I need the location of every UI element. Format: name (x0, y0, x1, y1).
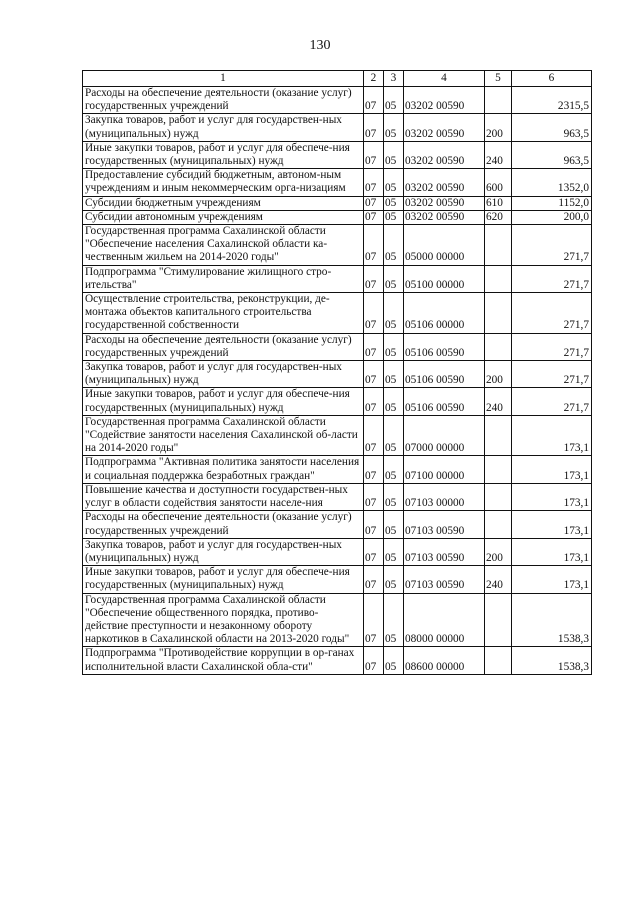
row-name: Государственная программа Сахалинской области "Содействие занятости населения Сахалинской об-ласти на 2014-2020 годы" (83, 415, 364, 456)
row-rz: 07 (364, 210, 384, 224)
row-vr (485, 593, 512, 647)
table-row (83, 593, 592, 647)
row-name: Субсидии автономным учреждениям (83, 210, 364, 224)
row-pr: 05 (384, 456, 404, 483)
row-pr: 05 (384, 566, 404, 593)
row-csr: 03202 00590 (404, 196, 485, 210)
row-csr: 08600 00000 (404, 647, 485, 674)
row-vr (485, 87, 512, 114)
row-rz: 07 (364, 511, 384, 538)
row-sum: 173,1 (512, 415, 592, 456)
row-csr: 03202 00590 (404, 141, 485, 168)
row-name: Закупка товаров, работ и услуг для государствен-ных (муниципальных) нужд (83, 538, 364, 565)
row-pr: 05 (384, 538, 404, 565)
table-row (83, 169, 592, 196)
row-csr: 07103 00590 (404, 538, 485, 565)
row-sum: 1538,3 (512, 593, 592, 647)
row-sum: 271,7 (512, 265, 592, 292)
table-body (83, 87, 592, 675)
row-name: Иные закупки товаров, работ и услуг для обеспече-ния государственных (муниципальных) нужд (83, 566, 364, 593)
row-vr (485, 415, 512, 456)
row-vr (485, 511, 512, 538)
header-col-2: 2 (364, 71, 384, 87)
row-vr: 600 (485, 169, 512, 196)
row-pr: 05 (384, 210, 404, 224)
row-csr: 05106 00590 (404, 361, 485, 388)
table-row (83, 265, 592, 292)
row-rz: 07 (364, 293, 384, 334)
row-sum: 1152,0 (512, 196, 592, 210)
row-vr (485, 225, 512, 266)
row-name: Осуществление строительства, реконструкции, де-монтажа объектов капитального строительства государственной собственности (83, 293, 364, 334)
row-csr: 07103 00000 (404, 483, 485, 510)
row-vr: 240 (485, 388, 512, 415)
row-sum: 173,1 (512, 538, 592, 565)
row-name: Подпрограмма "Противодействие коррупции в ор-ганах исполнительной власти Сахалинской обла-сти" (83, 647, 364, 674)
row-name: Предоставление субсидий бюджетным, автоном-ным учреждениям и иным некоммерческим орга-низациям (83, 169, 364, 196)
row-pr: 05 (384, 169, 404, 196)
row-sum: 271,7 (512, 361, 592, 388)
row-csr: 05106 00590 (404, 388, 485, 415)
row-pr: 05 (384, 415, 404, 456)
row-pr: 05 (384, 483, 404, 510)
row-vr (485, 333, 512, 360)
row-sum: 1538,3 (512, 647, 592, 674)
row-pr: 05 (384, 511, 404, 538)
row-rz: 07 (364, 225, 384, 266)
row-vr (485, 265, 512, 292)
row-sum: 271,7 (512, 225, 592, 266)
row-csr: 07103 00590 (404, 511, 485, 538)
row-vr (485, 456, 512, 483)
row-rz: 07 (364, 265, 384, 292)
table-header (83, 71, 592, 87)
row-rz: 07 (364, 141, 384, 168)
table-row (83, 293, 592, 334)
header-row (83, 71, 592, 87)
row-pr: 05 (384, 87, 404, 114)
row-name: Иные закупки товаров, работ и услуг для обеспече-ния государственных (муниципальных) нужд (83, 388, 364, 415)
header-col-1: 1 (83, 71, 364, 87)
row-sum: 271,7 (512, 388, 592, 415)
row-name: Повышение качества и доступности государствен-ных услуг в области содействия занятости населе-ния (83, 483, 364, 510)
row-name: Расходы на обеспечение деятельности (оказание услуг) государственных учреждений (83, 333, 364, 360)
row-vr: 240 (485, 566, 512, 593)
table-row (83, 87, 592, 114)
row-csr: 03202 00590 (404, 114, 485, 141)
row-csr: 07103 00590 (404, 566, 485, 593)
table-row (83, 456, 592, 483)
header-col-4: 4 (404, 71, 485, 87)
row-csr: 03202 00590 (404, 87, 485, 114)
row-pr: 05 (384, 196, 404, 210)
table-row (83, 415, 592, 456)
row-sum: 2315,5 (512, 87, 592, 114)
row-pr: 05 (384, 361, 404, 388)
row-csr: 03202 00590 (404, 210, 485, 224)
row-sum: 271,7 (512, 333, 592, 360)
row-rz: 07 (364, 361, 384, 388)
row-name: Государственная программа Сахалинской области "Обеспечение населения Сахалинской области ка-чественным жильем на 2014-2020 годы" (83, 225, 364, 266)
row-name: Расходы на обеспечение деятельности (оказание услуг) государственных учреждений (83, 511, 364, 538)
row-csr: 03202 00590 (404, 169, 485, 196)
row-rz: 07 (364, 196, 384, 210)
row-pr: 05 (384, 333, 404, 360)
row-pr: 05 (384, 225, 404, 266)
row-rz: 07 (364, 483, 384, 510)
table-row (83, 225, 592, 266)
row-sum: 173,1 (512, 566, 592, 593)
row-sum: 1352,0 (512, 169, 592, 196)
row-vr: 200 (485, 361, 512, 388)
table-row (83, 114, 592, 141)
row-csr: 07100 00000 (404, 456, 485, 483)
page-number: 130 (309, 38, 331, 53)
row-rz: 07 (364, 538, 384, 565)
row-csr: 05106 00000 (404, 293, 485, 334)
row-vr: 200 (485, 538, 512, 565)
table-row (83, 388, 592, 415)
table-row (83, 647, 592, 674)
row-rz: 07 (364, 647, 384, 674)
row-pr: 05 (384, 114, 404, 141)
row-pr: 05 (384, 293, 404, 334)
row-sum: 271,7 (512, 293, 592, 334)
row-rz: 07 (364, 456, 384, 483)
table-row (83, 333, 592, 360)
row-csr: 05000 00000 (404, 225, 485, 266)
row-rz: 07 (364, 114, 384, 141)
row-sum: 173,1 (512, 456, 592, 483)
row-sum: 963,5 (512, 141, 592, 168)
row-pr: 05 (384, 647, 404, 674)
table-row (83, 483, 592, 510)
row-rz: 07 (364, 593, 384, 647)
table-row (83, 361, 592, 388)
row-vr (485, 647, 512, 674)
row-pr: 05 (384, 388, 404, 415)
header-col-6: 6 (512, 71, 592, 87)
header-col-5: 5 (485, 71, 512, 87)
row-rz: 07 (364, 87, 384, 114)
row-name: Государственная программа Сахалинской области "Обеспечение общественного порядка, противо-действие преступности и незаконному обороту наркотиков в Сахалинской области на 2013-2020 годы" (83, 593, 364, 647)
budget-table (82, 70, 592, 675)
row-pr: 05 (384, 141, 404, 168)
row-csr: 08000 00000 (404, 593, 485, 647)
table-row (83, 196, 592, 210)
row-name: Расходы на обеспечение деятельности (оказание услуг) государственных учреждений (83, 87, 364, 114)
row-vr: 610 (485, 196, 512, 210)
table-row (83, 538, 592, 565)
row-name: Подпрограмма "Стимулирование жилищного стро-ительства" (83, 265, 364, 292)
row-rz: 07 (364, 169, 384, 196)
row-csr: 07000 00000 (404, 415, 485, 456)
header-col-3: 3 (384, 71, 404, 87)
row-sum: 963,5 (512, 114, 592, 141)
table-row (83, 566, 592, 593)
row-name: Закупка товаров, работ и услуг для государствен-ных (муниципальных) нужд (83, 361, 364, 388)
row-csr: 05100 00000 (404, 265, 485, 292)
row-name: Подпрограмма "Активная политика занятости населения и социальная поддержка безработных граждан" (83, 456, 364, 483)
row-rz: 07 (364, 566, 384, 593)
row-vr (485, 293, 512, 334)
row-rz: 07 (364, 415, 384, 456)
row-pr: 05 (384, 265, 404, 292)
row-name: Закупка товаров, работ и услуг для государствен-ных (муниципальных) нужд (83, 114, 364, 141)
row-name: Субсидии бюджетным учреждениям (83, 196, 364, 210)
table-row (83, 210, 592, 224)
row-pr: 05 (384, 593, 404, 647)
table-row (83, 511, 592, 538)
row-name: Иные закупки товаров, работ и услуг для обеспече-ния государственных (муниципальных) нужд (83, 141, 364, 168)
row-sum: 200,0 (512, 210, 592, 224)
row-vr: 240 (485, 141, 512, 168)
row-vr: 620 (485, 210, 512, 224)
row-rz: 07 (364, 388, 384, 415)
row-sum: 173,1 (512, 483, 592, 510)
row-vr (485, 483, 512, 510)
row-rz: 07 (364, 333, 384, 360)
table-row (83, 141, 592, 168)
row-csr: 05106 00590 (404, 333, 485, 360)
row-vr: 200 (485, 114, 512, 141)
row-sum: 173,1 (512, 511, 592, 538)
